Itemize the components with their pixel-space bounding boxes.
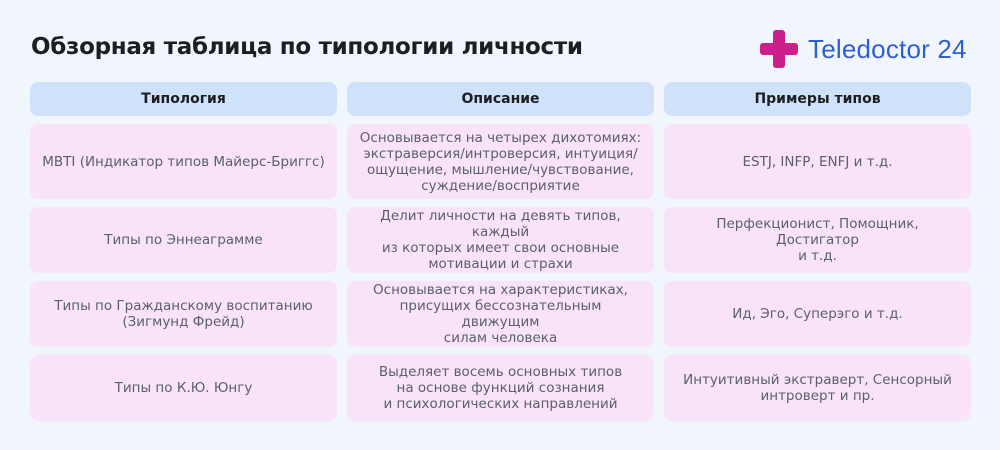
header-typology: Типология [30, 82, 337, 116]
table-header-row [30, 82, 972, 116]
brand-name: Teledoctor 24 [808, 33, 967, 64]
cell-typology: MBTI (Индикатор типов Майерс-Бриггс) [30, 124, 337, 199]
medical-cross-icon [760, 30, 798, 68]
cell-examples: Интуитивный экстраверт, Сенсорный интроверт и пр. [664, 355, 971, 421]
cell-typology: Типы по Гражданскому воспитанию (Зигмунд Фрейд) [30, 281, 337, 347]
cell-typology: Типы по К.Ю. Юнгу [30, 355, 337, 421]
table-row [30, 207, 972, 273]
page-title: Обзорная таблица по типологии личности [31, 34, 583, 60]
cell-description: Основывается на четырех дихотомиях: экстраверсия/интроверсия, интуиция/ ощущение, мышление/чувствование, суждение/восприятие [347, 124, 654, 199]
table-row [30, 355, 972, 421]
brand-logo [760, 29, 967, 69]
table-row [30, 281, 972, 347]
cell-examples: Ид, Эго, Суперэго и т.д. [664, 281, 971, 347]
cell-typology: Типы по Эннеаграмме [30, 207, 337, 273]
cell-description: Делит личности на девять типов, каждый из которых имеет свои основные мотивации и страхи [347, 207, 654, 273]
cell-examples: Перфекционист, Помощник, Достигатор и т.д. [664, 207, 971, 273]
table-row [30, 124, 972, 199]
cell-examples: ESTJ, INFP, ENFJ и т.д. [664, 124, 971, 199]
cell-description: Основывается на характеристиках, присущих бессознательным движущим силам человека [347, 281, 654, 347]
typology-table [30, 82, 972, 429]
cell-description: Выделяет восемь основных типов на основе функций сознания и психологических направлений [347, 355, 654, 421]
header-description: Описание [347, 82, 654, 116]
header-examples: Примеры типов [664, 82, 971, 116]
